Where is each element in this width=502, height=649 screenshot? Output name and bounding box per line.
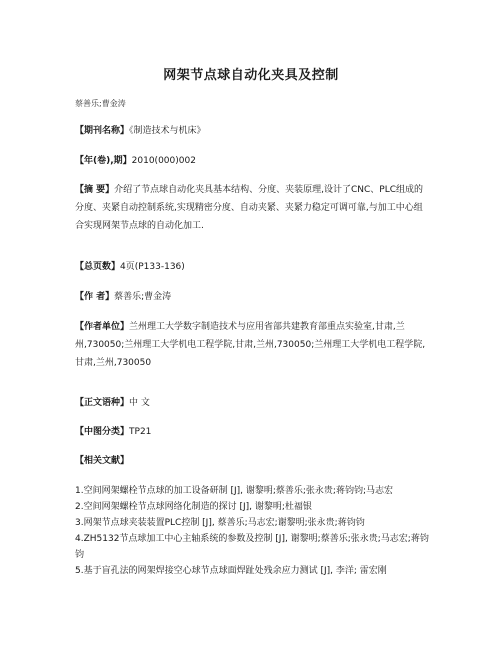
abstract-label: 【摘 要】	[75, 185, 115, 195]
journal-label: 【期刊名称】	[75, 126, 130, 136]
affiliation-label: 【作者单位】	[75, 322, 130, 332]
reference-item: 5.基于盲孔法的网架焊接空心球节点球面焊趾处残余应力测试 [J], 李洋; 雷宏刚	[75, 566, 387, 576]
language-field	[75, 394, 430, 412]
reference-item: 2.空间网架螺栓节点球网络化制造的探讨 [J], 谢黎明;杜福银	[75, 502, 312, 512]
classification-field	[75, 423, 430, 441]
references-list	[75, 483, 435, 579]
reference-item: 4.ZH5132节点球加工中心主轴系统的参数及控制 [J], 谢黎明;蔡善乐;张永贵;马志宏;蒋钧钧	[75, 534, 429, 560]
authors-value: 蔡善乐;曹金涛	[114, 292, 172, 302]
year-value: 2010(000)002	[131, 156, 196, 166]
journal-value: 《制造技术与机床》	[129, 126, 206, 136]
reference-item: 1.空间网架螺栓节点球的加工设备研制 [J], 谢黎明;蔡善乐;张永贵;蒋钧钧;马志宏	[75, 486, 393, 496]
abstract-value: 介绍了节点球自动化夹具基本结构、分度、夹装原理,设计了CNC、PLC组成的分度、夹紧自动控制系统,实现精密分度、自动夹紧、夹紧力稳定可调可靠,与加工中心组合实现网架节点球的自动化加工.	[75, 185, 424, 231]
abstract-field	[75, 181, 430, 235]
language-value: 中 文	[129, 398, 150, 408]
classification-label: 【中图分类】	[75, 427, 130, 437]
related-label: 【相关文献】	[75, 456, 130, 466]
affiliation-field	[75, 318, 430, 372]
authors-field	[75, 288, 430, 306]
affiliation-value: 兰州理工大学数字制造技术与应用省部共建教育部重点实验室,甘肃,兰州,730050;兰州理工大学机电工程学院,甘肃,兰州,730050;兰州理工大学机电工程学院,甘肃,兰州,730050	[75, 322, 426, 368]
related-field	[75, 452, 430, 470]
pages-value: 4页(P133-136)	[120, 262, 185, 272]
language-label: 【正文语种】	[75, 398, 130, 408]
year-field	[75, 152, 430, 170]
year-label: 【年(卷),期】	[75, 156, 132, 166]
journal-field	[75, 122, 430, 140]
pages-field	[75, 258, 430, 276]
reference-item: 3.网架节点球夹装装置PLC控制 [J], 蔡善乐;马志宏;谢黎明;张永贵;蒋钧钧	[75, 518, 365, 528]
author-line: 蔡善乐;曹金涛	[75, 99, 126, 108]
document-title: 网架节点球自动化夹具及控制	[163, 68, 339, 83]
pages-label: 【总页数】	[75, 262, 121, 272]
classification-value: TP21	[129, 427, 152, 437]
authors-label: 【作 者】	[75, 292, 115, 302]
